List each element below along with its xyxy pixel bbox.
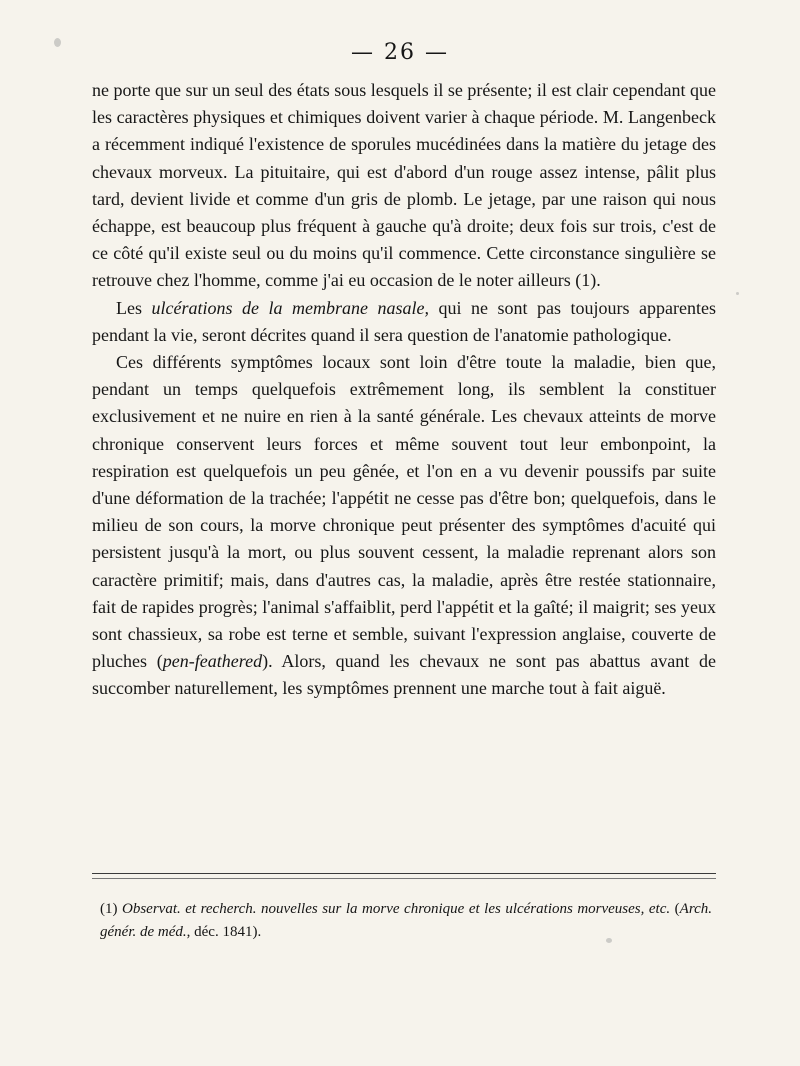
paragraph-2-emphasis: ulcérations de la membrane nasale, [151, 297, 429, 318]
page-number: — 26 — [351, 40, 449, 65]
footnote-tail: , déc. 1841). [186, 924, 262, 940]
paper-speck [736, 292, 739, 295]
paragraph-3-text-b: ). Alors, quand les chevaux ne sont pas abattus avant de succomber naturellement, les symptômes prennent une marche tout à fait aiguë. [92, 651, 716, 699]
paper-speck [54, 38, 61, 47]
footnote-journal: Arch. génér. de méd. [100, 901, 713, 940]
paragraph-2 [92, 295, 716, 349]
footnote-marker: (1) [100, 901, 118, 917]
paper-speck [606, 938, 612, 943]
paragraph-3 [92, 349, 716, 703]
footnote [100, 898, 712, 944]
paragraph-1 [92, 77, 716, 295]
footnote-divider-secondary [92, 878, 716, 879]
paragraph-3-text-a: Ces différents symptômes locaux sont loin d'être toute la maladie, bien que, pendant un temps quelquefois extrêmement long, ils semblent la constituer exclusivement et ne nuire en rien à la santé générale. Les chevaux atteints de morve chronique conservent leurs forces et même souvent tout leur embonpoint, la respiration est quelquefois un peu gênée, et l'on en a vu devenir poussifs par suite d'une déformation de la trachée; l'appétit ne cesse pas d'être bon; quelquefois, dans le milieu de son cours, la morve chronique peut présenter des symptômes d'acuité qui persistent jusqu'à la mort, ou plus souvent cessent, la maladie reprenant alors son caractère primitif; mais, dans d'autres cas, la maladie, après être restée stationnaire, fait de rapides progrès; l'animal s'affaiblit, perd l'appétit et la gaîté; il maigrit; ses yeux sont chassieux, sa robe est terne et semble, suivant l'expression anglaise, couverte de pluches ( [92, 352, 716, 672]
paragraph-3-emphasis: pen-feathered [162, 651, 263, 672]
footnote-divider [92, 873, 716, 874]
footnote-title: Observat. et recherch. nouvelles sur la morve chronique et les ulcérations morveuses, etc. [122, 901, 671, 917]
paragraph-2-rest: qui ne sont pas toujours apparentes pendant la vie, seront décrites quand il sera question de l'anatomie pathologique. [92, 297, 716, 345]
footnote-paren-open: ( [670, 901, 680, 917]
body-text [92, 77, 716, 703]
paragraph-2-lead: Les [116, 297, 152, 318]
paragraph-1-text: ne porte que sur un seul des états sous lesquels il se présente; il est clair cependant que les caractères physiques et chimiques doivent varier à chaque période. M. Langenbeck a récemment indiqué l'existence de sporules mucédinées dans la matière du jetage des chevaux morveux. La pituitaire, qui est d'abord d'un rouge assez intense, pâlit plus tard, devient livide et comme d'un gris de plomb. Le jetage, par une raison qui nous échappe, est beaucoup plus fréquent à gauche qu'à droite; deux fois sur trois, c'est de ce côté qu'il existe seul ou du moins qu'il commence. Cette circonstance singulière se retrouve chez l'homme, comme j'ai eu occasion de le noter ailleurs (1). [92, 80, 716, 291]
